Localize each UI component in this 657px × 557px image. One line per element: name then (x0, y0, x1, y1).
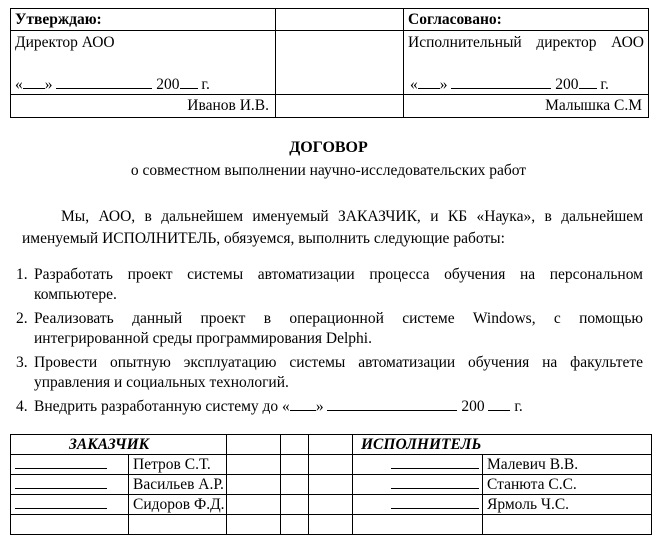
list-item-number: 1. (16, 266, 28, 283)
approval-right-position: Исполнительный директор АОО (408, 34, 644, 51)
approval-left-name: Иванов И.В. (187, 97, 269, 114)
deadline-year: 200 (461, 398, 485, 415)
approval-table (10, 8, 649, 118)
customer-signature-cell[interactable] (11, 475, 129, 495)
signature-line (391, 495, 479, 509)
signature-cell (281, 515, 309, 535)
approval-left-month-blank[interactable] (56, 75, 152, 89)
signature-cell (309, 495, 353, 515)
approval-middle-body (276, 31, 403, 95)
list-item (16, 265, 643, 305)
list-item (16, 353, 643, 393)
signature-cell (11, 515, 129, 535)
deadline-year-blank[interactable] (488, 397, 510, 411)
customer-name: Петров С.Т. (129, 455, 227, 475)
deadline-date-close: » (315, 398, 324, 415)
document-subtitle: о совместном выполнении научно-исследовательских работ (130, 162, 527, 179)
table-row (11, 455, 652, 475)
approval-right-date (410, 74, 609, 95)
customer-label: ЗАКАЗЧИК (11, 435, 227, 455)
list-item (16, 309, 643, 349)
customer-name: Сидоров Ф.Д. (129, 495, 227, 515)
approval-right-year: 200 (555, 76, 579, 93)
approval-left-year-suffix: г. (201, 76, 210, 93)
signature-cell (227, 455, 281, 475)
deadline-month-blank[interactable] (327, 397, 457, 411)
signature-cell (227, 495, 281, 515)
customer-name: Васильев А.Р. (129, 475, 227, 495)
approval-left-day-blank[interactable] (23, 75, 45, 89)
signature-cell (309, 515, 353, 535)
approval-left-year-blank[interactable] (180, 75, 198, 89)
signature-line (391, 475, 479, 489)
contractor-signature-cell[interactable] (353, 455, 483, 475)
list-item-number: 2. (16, 310, 28, 327)
signature-cell (281, 435, 309, 455)
signature-line (15, 475, 107, 489)
signature-cell (281, 495, 309, 515)
preamble-paragraph: Мы, АОО, в дальнейшем именуемый ЗАКАЗЧИК, и КБ «Наука», в дальнейшем именуемый ИСПОЛНИТЕЛЬ, обязуемся, выполнить следующие работы: (22, 208, 643, 247)
list-item-number: 3. (16, 354, 28, 371)
contractor-name: Ярмоль Ч.С. (483, 495, 652, 515)
signature-cell (129, 515, 227, 535)
approval-middle-column (276, 9, 404, 117)
signature-cell (309, 475, 353, 495)
approval-right-month-blank[interactable] (451, 75, 551, 89)
approval-right-date-close: » (439, 76, 448, 93)
approval-right-column (404, 9, 648, 117)
signature-cell (281, 455, 309, 475)
approval-right-name: Малышка С.М (545, 97, 642, 114)
signature-cell (281, 475, 309, 495)
signature-cell (483, 515, 652, 535)
signature-cell (309, 435, 353, 455)
customer-signature-cell[interactable] (11, 455, 129, 475)
signature-cell (309, 455, 353, 475)
signature-line (15, 455, 107, 469)
table-row (11, 475, 652, 495)
approval-left-year: 200 (156, 76, 180, 93)
approval-left-title: Утверждаю: (11, 9, 275, 31)
approval-left-position: Директор АОО (15, 34, 115, 51)
approval-right-body (404, 31, 648, 95)
approval-left-date-close: » (44, 76, 53, 93)
list-item-text: Разработать проект системы автоматизации процесса обучения на персональном компьютере. (34, 266, 643, 303)
customer-signature-cell[interactable] (11, 495, 129, 515)
contractor-name: Станюта С.С. (483, 475, 652, 495)
approval-right-date-open: « (410, 76, 418, 93)
signature-header-row (11, 435, 652, 455)
approval-middle-title (276, 9, 403, 31)
signature-cell (353, 515, 483, 535)
signature-cell (227, 435, 281, 455)
list-item (16, 397, 643, 417)
approval-right-title: Согласовано: (404, 9, 648, 31)
approval-left-column (11, 9, 276, 117)
contractor-signature-cell[interactable] (353, 475, 483, 495)
signature-cell (227, 515, 281, 535)
deadline-day-blank[interactable] (290, 397, 316, 411)
work-items-list (16, 265, 643, 421)
approval-left-body (11, 31, 275, 95)
approval-left-date-open: « (15, 76, 23, 93)
list-item-text: Внедрить разработанную систему до « (34, 398, 290, 415)
signature-table (10, 434, 652, 535)
deadline-year-suffix: г. (514, 398, 523, 415)
list-item-text: Провести опытную эксплуатацию системы автоматизации обучения на факультете управления и социальных технологий. (34, 354, 643, 391)
signature-cell (227, 475, 281, 495)
table-row (11, 515, 652, 535)
signature-line (391, 455, 479, 469)
contractor-label: ИСПОЛНИТЕЛЬ (353, 435, 652, 455)
signature-line (15, 495, 107, 509)
table-row (11, 495, 652, 515)
approval-right-year-suffix: г. (600, 76, 609, 93)
list-item-text: Реализовать данный проект в операционной системе Windows, с помощью интегрированной среды программирования Delphi. (34, 310, 643, 347)
approval-right-day-blank[interactable] (418, 75, 440, 89)
approval-right-year-blank[interactable] (579, 75, 597, 89)
contractor-signature-cell[interactable] (353, 495, 483, 515)
document-title: ДОГОВОР (289, 139, 368, 156)
list-item-number: 4. (16, 398, 28, 415)
approval-left-date (15, 74, 210, 95)
contractor-name: Малевич В.В. (483, 455, 652, 475)
